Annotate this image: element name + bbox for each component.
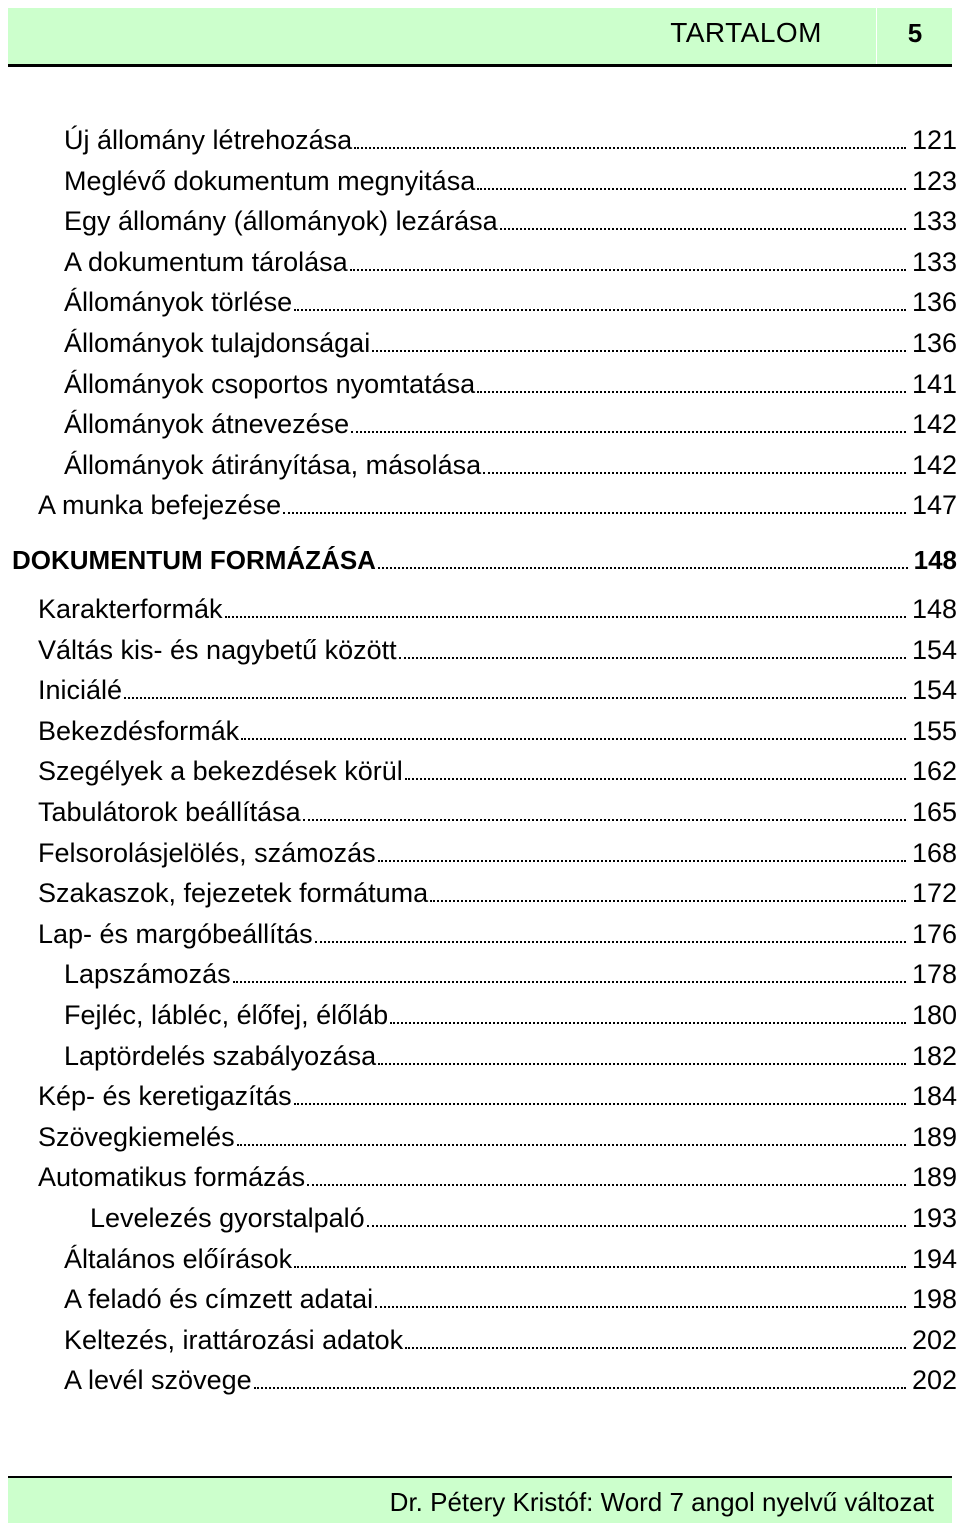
- toc-entry: [38, 835, 957, 871]
- toc-entry-page: 194: [911, 1243, 957, 1274]
- toc-entry-page: 123: [911, 165, 957, 196]
- toc-dot-leader: [372, 350, 906, 352]
- toc-entry-title: Felsorolásjelölés, számozás: [38, 837, 376, 868]
- toc-dot-leader: [367, 1225, 906, 1227]
- toc-entry: [64, 122, 957, 158]
- toc-entry: [64, 997, 957, 1033]
- toc-entry-title: Bekezdésformák: [38, 715, 240, 746]
- toc-dot-leader: [378, 567, 908, 569]
- toc-entry-title: Automatikus formázás: [38, 1162, 306, 1193]
- toc-entry: [38, 487, 957, 523]
- toc-dot-leader: [294, 1266, 906, 1268]
- toc-entry-page: 136: [911, 287, 957, 318]
- toc-entry-page: 121: [911, 125, 957, 155]
- toc-entry-title: Iniciálé: [38, 675, 123, 706]
- toc-entry-page: 178: [911, 959, 957, 990]
- toc-dot-leader: [124, 697, 906, 699]
- toc-dot-leader: [225, 616, 906, 618]
- header-rule: [8, 64, 952, 67]
- header-title: TARTALOM: [670, 17, 822, 48]
- toc-entry-title: Levelezés gyorstalpaló: [90, 1203, 365, 1233]
- toc-dot-leader: [350, 269, 906, 271]
- toc-entry-page: 189: [911, 1121, 957, 1152]
- toc-dot-leader: [241, 738, 906, 740]
- toc-entry: [38, 875, 957, 911]
- toc-entry-page: 176: [911, 918, 957, 949]
- toc-entry: [64, 244, 957, 280]
- toc-entry-title: Állományok tulajdonságai: [64, 328, 371, 358]
- toc-entry-title: Tabulátorok beállítása: [38, 797, 301, 827]
- toc-entry-title: Fejléc, lábléc, élőfej, élőláb: [64, 1000, 389, 1030]
- toc-entry: [64, 406, 957, 442]
- toc-dot-leader: [351, 431, 906, 433]
- toc-dot-leader: [378, 1063, 906, 1065]
- toc-entry: [38, 672, 957, 708]
- toc-entry-title: Karakterformák: [38, 594, 223, 624]
- toc-entry-title: Lapszámozás: [64, 959, 231, 990]
- toc-entry-page: 168: [911, 837, 957, 868]
- toc-dot-leader: [477, 188, 906, 190]
- toc-entry-page: 133: [911, 246, 957, 277]
- toc-entry: [64, 203, 957, 239]
- toc-entry: [38, 1119, 957, 1155]
- toc-dot-leader: [405, 778, 906, 780]
- toc-entry-title: A levél szövege: [64, 1365, 252, 1396]
- toc-dot-leader: [233, 981, 906, 983]
- toc-entry-page: 133: [911, 206, 957, 237]
- toc-entry-page: 202: [911, 1365, 957, 1396]
- toc-entry-page: 184: [911, 1081, 957, 1112]
- toc-entry-page: 189: [911, 1162, 957, 1193]
- toc-dot-leader: [375, 1306, 906, 1308]
- toc-entry-page: 162: [911, 756, 957, 787]
- toc-dot-leader: [405, 1347, 906, 1349]
- toc-entry-title: Új állomány létrehozása: [64, 125, 353, 155]
- toc-entry: [38, 713, 957, 749]
- toc-entry: [64, 325, 957, 361]
- toc-entry: [38, 753, 957, 789]
- toc-dot-leader: [294, 309, 906, 311]
- toc-entry-title: A munka befejezése: [38, 490, 282, 521]
- toc-entry-title: Állományok törlése: [64, 287, 293, 318]
- toc-entry-title: Állományok átnevezése: [64, 409, 350, 440]
- toc-entry-page: 147: [911, 490, 957, 521]
- toc-chapter-heading: [12, 542, 957, 578]
- toc-entry: [38, 1159, 957, 1195]
- toc-entry-title: A dokumentum tárolása: [64, 246, 348, 277]
- toc-entry-title: Kép- és keretigazítás: [38, 1081, 292, 1112]
- toc-entry: [64, 447, 957, 483]
- toc-entry: [38, 632, 957, 668]
- toc-dot-leader: [390, 1022, 906, 1024]
- toc-entry-title: A feladó és címzett adatai: [64, 1284, 374, 1315]
- toc-dot-leader: [378, 860, 906, 862]
- toc-dot-leader: [477, 391, 906, 393]
- toc-entry-page: 165: [911, 797, 957, 827]
- toc-entry-page: 154: [911, 675, 957, 706]
- toc-entry-page: 154: [911, 634, 957, 665]
- toc-entry-title: DOKUMENTUM FORMÁZÁSA: [12, 545, 376, 575]
- toc-entry-title: Általános előírások: [64, 1243, 293, 1274]
- toc-dot-leader: [430, 900, 906, 902]
- toc-dot-leader: [307, 1184, 906, 1186]
- toc-entry: [64, 163, 957, 199]
- toc-entry-title: Váltás kis- és nagybetű között: [38, 634, 397, 665]
- toc-entry: [38, 591, 957, 627]
- toc-entry-page: 182: [911, 1040, 957, 1071]
- toc-entry: [64, 1038, 957, 1074]
- toc-entry-page: 202: [911, 1324, 957, 1355]
- toc-entry-title: Állományok átirányítása, másolása: [64, 449, 482, 480]
- toc-entry-page: 136: [911, 328, 957, 358]
- toc-entry-page: 148: [913, 545, 957, 575]
- toc-dot-leader: [399, 657, 906, 659]
- header-page-number: 5: [907, 18, 923, 48]
- toc-entry: [64, 956, 957, 992]
- footer-text: Dr. Pétery Kristóf: Word 7 angol nyelvű változat: [389, 1487, 934, 1517]
- toc-entry: [64, 1322, 957, 1358]
- page-header: [8, 8, 952, 64]
- toc-dot-leader: [237, 1144, 906, 1146]
- toc-entry: [64, 1362, 957, 1398]
- toc-entry-page: 141: [911, 368, 957, 399]
- toc-entry: [64, 1241, 957, 1277]
- toc-dot-leader: [354, 147, 906, 149]
- toc-entry-title: Állományok csoportos nyomtatása: [64, 368, 476, 399]
- toc-dot-leader: [303, 819, 906, 821]
- toc-entry-page: 155: [911, 715, 957, 746]
- toc-entry-title: Laptördelés szabályozása: [64, 1040, 377, 1071]
- toc-entry-title: Lap- és margóbeállítás: [38, 918, 313, 949]
- toc-dot-leader: [483, 472, 906, 474]
- toc-entry: [64, 284, 957, 320]
- toc-entry-page: 172: [911, 878, 957, 909]
- toc-entry: [64, 1281, 957, 1317]
- toc-entry-title: Szakaszok, fejezetek formátuma: [38, 878, 429, 909]
- toc-dot-leader: [315, 941, 906, 943]
- toc-entry-title: Meglévő dokumentum megnyitása: [64, 165, 476, 196]
- toc-entry: [90, 1200, 957, 1236]
- toc-entry-page: 198: [911, 1284, 957, 1315]
- toc-entry: [38, 1078, 957, 1114]
- toc-dot-leader: [254, 1387, 906, 1389]
- toc-entry-title: Keltezés, irattározási adatok: [64, 1324, 404, 1355]
- toc-entry-page: 180: [911, 1000, 957, 1030]
- toc-entry-page: 142: [911, 449, 957, 480]
- toc-dot-leader: [500, 228, 906, 230]
- toc-entry: [64, 366, 957, 402]
- toc-entry-page: 148: [911, 594, 957, 624]
- toc-dot-leader: [283, 512, 906, 514]
- header-separator: [876, 8, 877, 64]
- toc-entry-page: 142: [911, 409, 957, 440]
- toc-entry: [38, 794, 957, 830]
- toc-entry: [38, 916, 957, 952]
- toc-entry-title: Szegélyek a bekezdések körül: [38, 756, 403, 787]
- toc-entry-title: Szövegkiemelés: [38, 1121, 235, 1152]
- page-footer: [8, 1478, 952, 1523]
- toc-dot-leader: [294, 1103, 906, 1105]
- toc-entry-page: 193: [911, 1203, 957, 1233]
- toc-entry-title: Egy állomány (állományok) lezárása: [64, 206, 498, 237]
